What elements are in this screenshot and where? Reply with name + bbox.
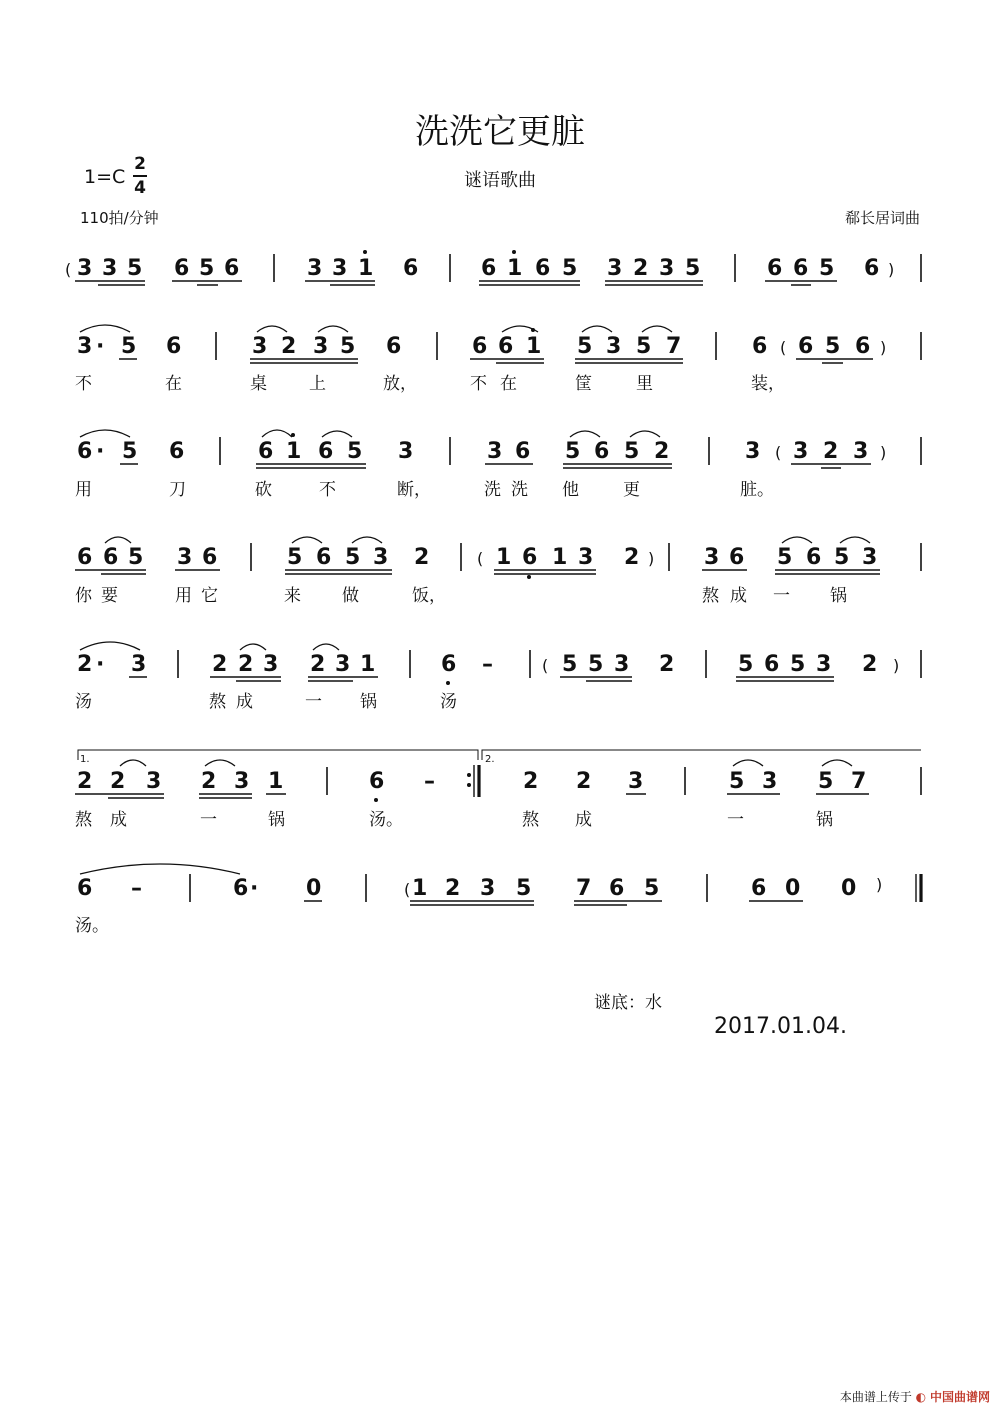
song-title: 洗洗它更脏 <box>415 112 585 152</box>
note-glyph: 2 <box>523 769 539 794</box>
note-glyph: 5 <box>562 652 578 677</box>
note-glyph: 2 <box>212 652 228 677</box>
lyric-syllable: 汤 <box>440 692 457 712</box>
note-glyph: 6 <box>77 439 93 464</box>
note-glyph: 5 <box>818 769 834 794</box>
note-glyph: 5 <box>345 545 361 570</box>
score-row-3 <box>0 433 1000 473</box>
tempo-marking: 110拍/分钟 <box>80 209 159 227</box>
lyric-syllable: 熬 <box>702 586 719 606</box>
note-glyph: 6 <box>767 256 783 281</box>
note-glyph: 3 <box>606 334 622 359</box>
note-glyph: 2 <box>624 545 640 570</box>
note-glyph: 2 <box>238 652 254 677</box>
note-glyph: · <box>250 876 259 901</box>
note-glyph: 6 <box>369 769 385 794</box>
lyric-syllable: 断， <box>397 480 431 500</box>
time-signature-bottom: 4 <box>134 178 146 198</box>
key-signature: 1=C <box>84 166 126 188</box>
note-glyph: 5 <box>636 334 652 359</box>
note-glyph: 3 <box>313 334 329 359</box>
note-glyph: 3 <box>177 545 193 570</box>
note-glyph: 2 <box>862 652 878 677</box>
lyric-syllable: 熬 <box>522 810 539 830</box>
note-glyph: 0 <box>306 876 322 901</box>
note-glyph: ( <box>404 880 411 899</box>
note-glyph: ( <box>477 549 484 568</box>
note-glyph: 5 <box>287 545 303 570</box>
lyric-syllable: 在 <box>500 374 517 394</box>
note-glyph: 6 <box>764 652 780 677</box>
note-glyph: 5 <box>516 876 532 901</box>
note-glyph: 5 <box>340 334 356 359</box>
note-glyph: – <box>424 769 435 794</box>
note-glyph: 1 <box>360 652 376 677</box>
note-glyph: 6 <box>522 545 538 570</box>
lyrics-row-5 <box>0 688 1000 714</box>
lyric-syllable: 熬 <box>209 692 226 712</box>
lyric-syllable: 用 <box>75 480 92 500</box>
note-glyph: 3 <box>487 439 503 464</box>
note-glyph: 1 <box>507 256 523 281</box>
brand-name: 中国曲谱网 <box>929 1390 990 1404</box>
note-glyph: 5 <box>819 256 835 281</box>
note-glyph: 2 <box>77 769 93 794</box>
note-glyph: 3 <box>146 769 162 794</box>
note-glyph: 6 <box>166 334 182 359</box>
note-glyph: 6 <box>515 439 531 464</box>
note-glyph: 3 <box>332 256 348 281</box>
lyric-syllable: 汤 <box>75 692 92 712</box>
note-glyph: 5 <box>588 652 604 677</box>
note-glyph: 5 <box>685 256 701 281</box>
lyric-syllable: 不 <box>319 480 336 500</box>
note-glyph: 6 <box>169 439 185 464</box>
note-glyph: 6 <box>481 256 497 281</box>
lyric-syllable: 筐 <box>575 374 592 394</box>
note-glyph: 6 <box>535 256 551 281</box>
note-glyph: ( <box>542 656 549 675</box>
note-glyph: 1 <box>358 256 374 281</box>
lyric-syllable: 成 <box>110 810 127 830</box>
note-glyph: 3 <box>234 769 250 794</box>
note-glyph: 6 <box>316 545 332 570</box>
note-glyph: 2 <box>281 334 297 359</box>
note-glyph: 2 <box>201 769 217 794</box>
note-glyph: 0 <box>841 876 857 901</box>
note-glyph: 2 <box>445 876 461 901</box>
lyric-syllable: 汤。 <box>75 916 109 936</box>
note-glyph: 2 <box>823 439 839 464</box>
note-glyph: 3 <box>578 545 594 570</box>
note-glyph: 6 <box>318 439 334 464</box>
note-glyph: 3 <box>607 256 623 281</box>
note-glyph: 6 <box>498 334 514 359</box>
note-glyph: 2 <box>77 652 93 677</box>
note-glyph: 1 <box>268 769 284 794</box>
note-glyph: 3 <box>335 652 351 677</box>
note-glyph: – <box>131 876 142 901</box>
lyric-syllable: 饭， <box>412 586 446 606</box>
lyrics-row-6 <box>0 806 1000 832</box>
lyric-syllable: 不 <box>470 374 487 394</box>
note-glyph: 2 <box>654 439 670 464</box>
note-glyph: 3 <box>373 545 389 570</box>
note-glyph: 6 <box>472 334 488 359</box>
note-glyph: 6 <box>202 545 218 570</box>
lyric-syllable: 桌 <box>250 374 267 394</box>
note-glyph: 6 <box>403 256 419 281</box>
source-watermark <box>840 1388 990 1405</box>
note-glyph: ) <box>880 443 887 462</box>
lyric-syllable: 洗 <box>511 480 528 500</box>
score-row-2 <box>0 328 1000 368</box>
note-glyph: 6 <box>594 439 610 464</box>
volta-1-bracket <box>78 750 478 760</box>
lyric-syllable: 在 <box>165 374 182 394</box>
note-glyph: 2 <box>659 652 675 677</box>
note-glyph: 3 <box>131 652 147 677</box>
note-glyph: 3 <box>77 256 93 281</box>
note-glyph: 6 <box>798 334 814 359</box>
note-glyph: 6 <box>77 545 93 570</box>
time-signature <box>133 154 147 198</box>
score-row-7 <box>0 870 1000 910</box>
note-glyph: 0 <box>785 876 801 901</box>
note-glyph: 3 <box>398 439 414 464</box>
lyric-syllable: 汤。 <box>369 810 403 830</box>
note-glyph: 2 <box>633 256 649 281</box>
note-glyph: 5 <box>199 256 215 281</box>
lyric-syllable: 成 <box>730 586 747 606</box>
note-glyph: 5 <box>790 652 806 677</box>
lyrics-row-2 <box>0 370 1000 396</box>
lyric-syllable: 不 <box>75 374 92 394</box>
note-glyph: 6 <box>224 256 240 281</box>
note-glyph: 6 <box>729 545 745 570</box>
note-glyph: 6 <box>386 334 402 359</box>
note-glyph: · <box>96 334 105 359</box>
lyric-syllable: 一 <box>773 586 790 606</box>
lyric-syllable: 要 <box>101 586 118 606</box>
lyric-syllable: 用 <box>175 586 192 606</box>
note-glyph: 7 <box>851 769 867 794</box>
lyrics-row-7 <box>0 912 1000 938</box>
note-glyph: ) <box>893 656 900 675</box>
volta-2-label: 2. <box>485 754 495 765</box>
volta-2-bracket <box>482 750 921 760</box>
note-glyph: 5 <box>624 439 640 464</box>
note-glyph: 6 <box>864 256 880 281</box>
note-glyph: 3 <box>862 545 878 570</box>
note-glyph: 5 <box>577 334 593 359</box>
note-glyph: 1 <box>412 876 428 901</box>
lyric-syllable: 脏。 <box>740 480 774 500</box>
note-glyph: 3 <box>628 769 644 794</box>
score-row-6 <box>0 748 1000 800</box>
note-glyph: 3 <box>745 439 761 464</box>
note-glyph: 5 <box>565 439 581 464</box>
note-glyph: ( <box>780 338 787 357</box>
score-row-4 <box>0 539 1000 579</box>
note-glyph: 1 <box>552 545 568 570</box>
lyric-syllable: 上 <box>309 374 326 394</box>
lyric-syllable: 砍 <box>255 480 272 500</box>
lyrics-row-4 <box>0 582 1000 608</box>
note-glyph: 3 <box>793 439 809 464</box>
note-glyph: ) <box>880 338 887 357</box>
note-glyph: ) <box>876 875 883 894</box>
lyric-syllable: 它 <box>201 586 218 606</box>
note-glyph: 6 <box>77 876 93 901</box>
note-glyph: 5 <box>825 334 841 359</box>
lyric-syllable: 一 <box>305 692 322 712</box>
note-glyph: ) <box>888 260 895 279</box>
note-glyph: 7 <box>576 876 592 901</box>
note-glyph: 5 <box>834 545 850 570</box>
note-glyph: 2 <box>414 545 430 570</box>
note-glyph: 3 <box>704 545 720 570</box>
song-subtitle: 谜语歌曲 <box>464 170 536 191</box>
lyrics-row-3 <box>0 476 1000 502</box>
note-glyph: 5 <box>127 256 143 281</box>
note-glyph: 6 <box>258 439 274 464</box>
lyric-syllable: 锅 <box>268 810 285 830</box>
note-glyph: – <box>482 652 493 677</box>
note-glyph: 2 <box>110 769 126 794</box>
note-glyph: 7 <box>666 334 682 359</box>
lyric-syllable: 装， <box>751 374 785 394</box>
lyric-syllable: 放， <box>383 374 417 394</box>
note-glyph: 5 <box>738 652 754 677</box>
brand-icon: ◐ <box>915 1390 927 1404</box>
upload-text: 本曲谱上传于 <box>839 1390 912 1404</box>
note-glyph: 6 <box>609 876 625 901</box>
lyric-syllable: 他 <box>562 480 579 500</box>
note-glyph: 6 <box>855 334 871 359</box>
note-glyph: 3 <box>252 334 268 359</box>
composition-date: 2017.01.04. <box>714 1014 847 1039</box>
note-glyph: ( <box>65 260 72 279</box>
lyric-syllable: 锅 <box>816 810 833 830</box>
note-glyph: 6 <box>752 334 768 359</box>
lyric-syllable: 成 <box>575 810 592 830</box>
lyric-syllable: 一 <box>200 810 217 830</box>
note-glyph: 3 <box>263 652 279 677</box>
lyric-syllable: 成 <box>236 692 253 712</box>
note-glyph: 3 <box>77 334 93 359</box>
note-glyph: 3 <box>307 256 323 281</box>
time-signature-top: 2 <box>134 154 146 174</box>
note-glyph: 6 <box>793 256 809 281</box>
lyric-syllable: 里 <box>636 374 653 394</box>
note-glyph: ) <box>648 549 655 568</box>
riddle-answer: 谜底：水 <box>594 993 662 1013</box>
note-glyph: 6 <box>174 256 190 281</box>
lyric-syllable: 刀 <box>169 480 186 500</box>
note-glyph: 6 <box>103 545 119 570</box>
note-glyph: 6 <box>441 652 457 677</box>
composer-credit: 郗长居词曲 <box>844 209 920 227</box>
lyric-syllable: 你 <box>75 586 92 606</box>
note-glyph: 3 <box>762 769 778 794</box>
lyric-syllable: 来 <box>284 586 301 606</box>
note-glyph: 6 <box>233 876 249 901</box>
note-glyph: 5 <box>347 439 363 464</box>
note-glyph: 6 <box>806 545 822 570</box>
note-glyph: 3 <box>614 652 630 677</box>
lyric-syllable: 更 <box>623 480 640 500</box>
note-glyph: 1 <box>496 545 512 570</box>
note-glyph: 1 <box>526 334 542 359</box>
note-glyph: 5 <box>122 439 138 464</box>
note-glyph: 2 <box>310 652 326 677</box>
note-glyph: · <box>96 439 105 464</box>
note-glyph: 3 <box>102 256 118 281</box>
note-glyph: 5 <box>562 256 578 281</box>
score-row-5 <box>0 646 1000 686</box>
note-glyph: 2 <box>576 769 592 794</box>
lyric-syllable: 锅 <box>360 692 377 712</box>
note-glyph: 5 <box>777 545 793 570</box>
note-glyph: · <box>96 652 105 677</box>
lyric-syllable: 洗 <box>484 480 501 500</box>
note-glyph: 3 <box>480 876 496 901</box>
lyric-syllable: 锅 <box>830 586 847 606</box>
note-glyph: 6 <box>751 876 767 901</box>
note-glyph: 3 <box>659 256 675 281</box>
score-row-1 <box>0 250 1000 290</box>
note-glyph: ( <box>775 443 782 462</box>
note-glyph: 5 <box>644 876 660 901</box>
note-glyph: 5 <box>121 334 137 359</box>
lyric-syllable: 一 <box>727 810 744 830</box>
lyric-syllable: 做 <box>342 586 359 606</box>
note-glyph: 1 <box>286 439 302 464</box>
volta-1-label: 1. <box>80 754 90 765</box>
note-glyph: 3 <box>816 652 832 677</box>
note-glyph: 5 <box>729 769 745 794</box>
note-glyph: 5 <box>128 545 144 570</box>
lyric-syllable: 熬 <box>75 810 92 830</box>
note-glyph: 3 <box>853 439 869 464</box>
